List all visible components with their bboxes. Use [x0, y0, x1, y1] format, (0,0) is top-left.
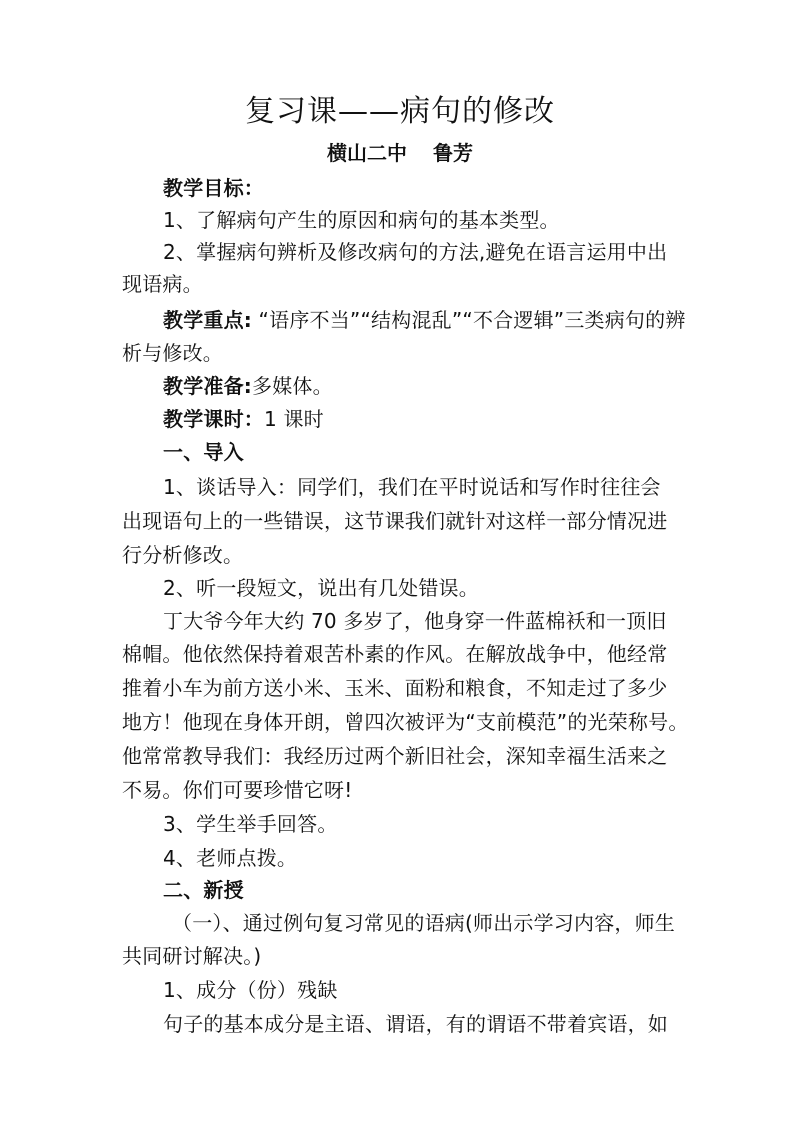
new-1-line-2: 共同研讨解决。)	[122, 944, 262, 968]
objective-1: 1、了解病句产生的原因和病句的基本类型。	[163, 208, 560, 232]
section2-heading: 二、新授	[163, 878, 244, 902]
passage-line-1: 丁大爷今年大约 70 多岁了，他身穿一件蓝棉袄和一顶旧	[163, 609, 667, 633]
passage-line-5: 他常常教导我们：我经历过两个新旧社会，深知幸福生活来之	[122, 744, 668, 768]
intro-1-line-1: 1、谈话导入：同学们，我们在平时说话和写作时往往会	[163, 475, 661, 499]
hours-label: 教学课时：	[163, 407, 264, 431]
new-1-line-1: （一）、通过例句复习常见的语病(师出示学习内容，师生	[172, 911, 676, 935]
focus-line-1	[163, 304, 703, 336]
author-line	[0, 138, 800, 168]
hours-text: 1 课时	[264, 407, 324, 431]
intro-3: 3、学生举手回答。	[163, 812, 338, 836]
intro-4: 4、老师点拨。	[163, 846, 298, 870]
intro-2: 2、听一段短文，说出有几处错误。	[163, 576, 479, 600]
prep-label: 教学准备:	[163, 374, 252, 398]
prep-text: 多媒体。	[252, 374, 333, 398]
intro-1-line-3: 行分析修改。	[122, 543, 244, 567]
passage-line-2: 棉帽。他依然保持着艰苦朴素的作风。在解放战争中，他经常	[122, 642, 668, 666]
focus-line-2: 析与修改。	[122, 341, 223, 365]
section1-heading: 一、导入	[163, 440, 244, 464]
author-school: 横山二中	[327, 141, 407, 165]
prep-line	[163, 370, 703, 402]
hours-line	[163, 403, 703, 435]
author-name: 鲁芳	[433, 141, 473, 165]
passage-line-6: 不易。你们可要珍惜它呀!	[122, 778, 353, 802]
focus-text: “语序不当”“结构混乱”“不合逻辑”三类病句的辨	[252, 308, 686, 332]
objective-2-line-2: 现语病。	[122, 272, 203, 296]
objective-2-line-1: 2、掌握病句辨析及修改病句的方法,避免在语言运用中出	[163, 240, 668, 264]
item-1-heading: 1、成分（份）残缺	[163, 978, 338, 1002]
item-1-text: 句子的基本成分是主语、谓语，有的谓语不带着宾语，如	[163, 1012, 668, 1036]
focus-label: 教学重点:	[163, 308, 252, 332]
objectives-heading: 教学目标：	[163, 176, 264, 200]
document-title: 复习课——病句的修改	[245, 94, 555, 129]
passage-line-3: 推着小车为前方送小米、玉米、面粉和粮食，不知走过了多少	[122, 676, 668, 700]
intro-1-line-2: 出现语句上的一些错误，这节课我们就针对这样一部分情况进	[122, 509, 668, 533]
passage-line-4: 地方！他现在身体开朗，曾四次被评为“支前模范”的光荣称号。	[122, 710, 689, 734]
